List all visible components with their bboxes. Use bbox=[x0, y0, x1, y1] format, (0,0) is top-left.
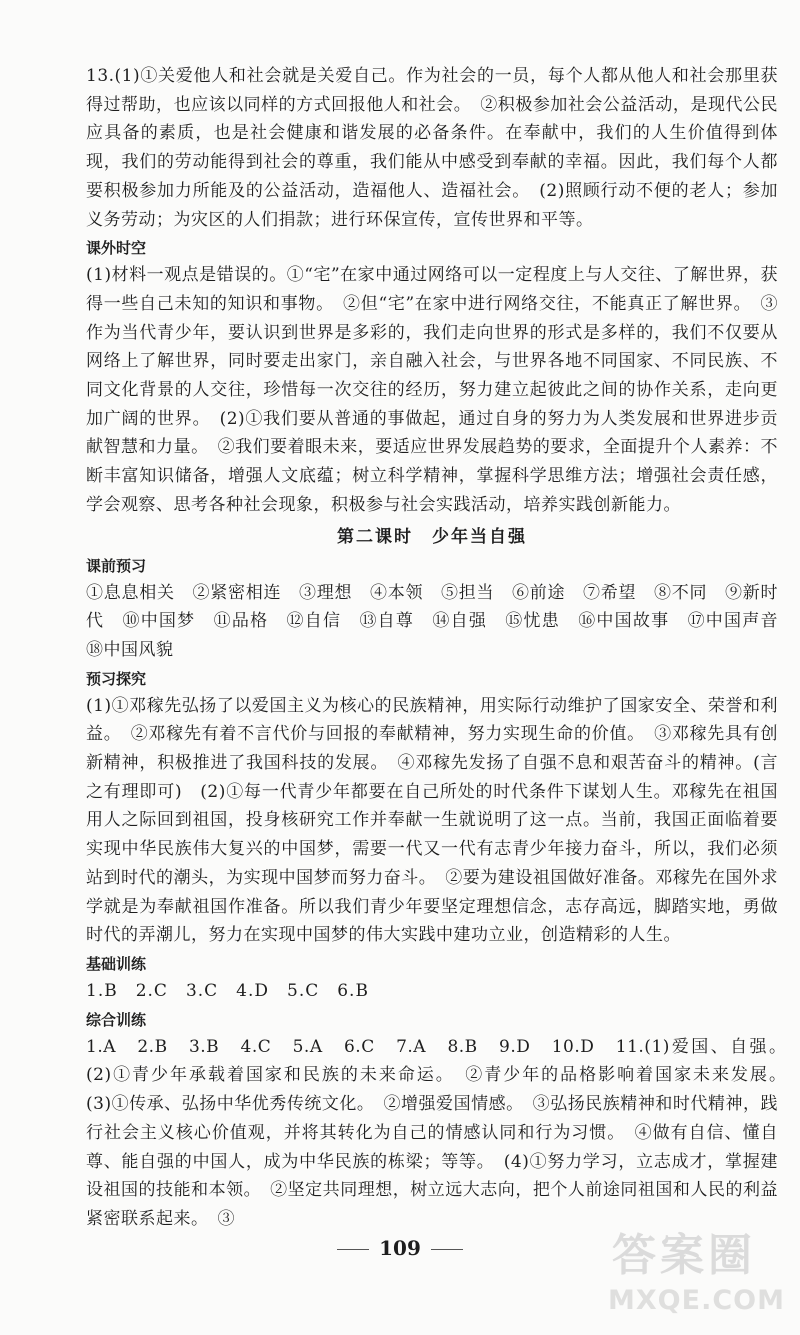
answer-paragraph-zonghe: 1.A 2.B 3.B 4.C 5.A 6.C 7.A 8.B 9.D 10.D 11.(1)爱国、自强。 (2)①青少年承载着国家和民族的未来命运。 ②青少年的品格影响着国家未来发展。 (3)①传承、弘扬中华优秀传统文化。 ②增强爱国情感。 ③弘扬民族精神和时代精神，践行社会主义核心价值观，并将其转化为自己的情感认同和行为习惯。 ④做有自信、懂自尊、能自强的中国人，成为中华民族的栋梁；等等。 (4)①努力学习，立志成才，掌握建设祖国的技能和本领。 ②坚定共同理想，树立远大志向，把个人前途同祖国和人民的利益紧密联系起来。 ③ bbox=[86, 1036, 796, 1229]
answer-paragraph-kewai: (1)材料一观点是错误的。①“宅”在家中通过网络可以一定程度上与人交往、了解世界，获得一些自己未知的知识和事物。 ②但“宅”在家中进行网络交往，不能真正了解世界。 ③作为当代青少年，要认识到世界是多彩的，我们走向世界的形式是多样的，我们不仅要从网络上了解世界，同时要走出家门，亲自融入社会，与世界各地不同国家、不同民族、不同文化背景的人交往，珍惜每一次交往的经历，努力建立起彼此之间的协作关系，走向更加广阔的世界。 (2)①我们要从普通的事做起，通过自身的努力为人类发展和世界进步贡献智慧和力量。 ②我们要着眼未来，要适应世界发展趋势的要求，全面提升个人素养：不断丰富知识储备，增强人文底蕴；树立科学精神，掌握科学思维方法；增强社会责任感，学会观察、思考各种社会现象，积极参与社会实践活动，培养实践创新能力。 bbox=[86, 265, 778, 515]
page-number-dash-left bbox=[337, 1249, 369, 1250]
page-content bbox=[86, 62, 796, 1234]
answer-paragraph-tanjiu: (1)①邓稼先弘扬了以爱国主义为核心的民族精神，用实际行动维护了国家安全、荣誉和利益。 ②邓稼先有着不言代价与回报的奉献精神，努力实现生命的价值。 ③邓稼先具有创新精神，积极推进了我国科技的发展。 ④邓稼先发扬了自强不息和艰苦奋斗的精神。(言之有理即可) (2)①每一代青少年都要在自己所处的时代条件下谋划人生。邓稼先在祖国用人之际回到祖国，投身核研究工作并奉献一生就说明了这一点。当前，我国正面临着要实现中华民族伟大复兴的中国梦，需要一代又一代有志青少年接力奋斗，所以，我们必须站到时代的潮头，为实现中国梦而努力奋斗。 ②要为建设祖国做好准备。邓稼先在国外求学就是为奉献祖国作准备。所以我们青少年要坚定理想信念，志存高远，脚踏实地，勇做时代的弄潮儿，努力在实现中国梦的伟大实践中建功立业，创造精彩的人生。 bbox=[86, 695, 778, 946]
watermark bbox=[604, 1219, 794, 1331]
watermark-url: MXQE.COM bbox=[608, 1285, 785, 1316]
section-heading-zonghe-xunlian: 综合训练 bbox=[86, 1010, 147, 1029]
answer-paragraph-13: 13.(1)①关爱他人和社会就是关爱自己。作为社会的一员，每个人都从他人和社会那里获得过帮助，也应该以同样的方式回报他人和社会。 ②积极参加社会公益活动，是现代公民应具备的素质，也是社会健康和谐发展的必备条件。在奉献中，我们的人生价值得到体现，我们的劳动能得到社会的尊重，我们能从中感受到奉献的幸福。因此，我们每个人都要积极参加力所能及的公益活动，造福他人、造福社会。 (2)照顾行动不便的老人；参加义务劳动；为灾区的人们捐款；进行环保宣传，宣传世界和平等。 bbox=[86, 66, 778, 230]
lesson-title: 第二课时 少年当自强 bbox=[337, 526, 527, 547]
page-number-dash-right bbox=[431, 1249, 463, 1250]
watermark-logo: 答案圈 bbox=[612, 1230, 756, 1281]
section-heading-yuxi-tanjiu: 预习探究 bbox=[86, 669, 147, 688]
section-heading-keqian-yuxi: 课前预习 bbox=[86, 556, 147, 575]
page-number-text: 109 bbox=[379, 1236, 421, 1260]
answer-line-jichu: 1.B 2.C 3.C 4.D 5.C 6.B bbox=[86, 980, 369, 1001]
answer-paragraph-keqian: ①息息相关 ②紧密相连 ③理想 ④本领 ⑤担当 ⑥前途 ⑦希望 ⑧不同 ⑨新时代 ⑩中国梦 ⑪品格 ⑫自信 ⑬自尊 ⑭自强 ⑮忧患 ⑯中国故事 ⑰中国声音 ⑱中国风貌 bbox=[86, 582, 796, 660]
section-heading-kewai-shikong: 课外时空 bbox=[86, 239, 147, 258]
section-heading-jichu-xunlian: 基础训练 bbox=[86, 954, 147, 973]
